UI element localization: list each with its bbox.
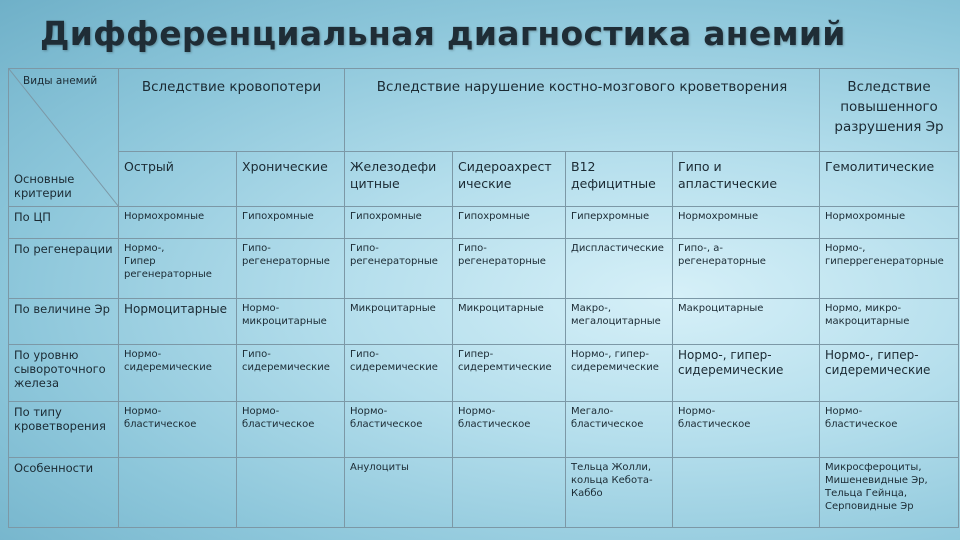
page-title: Дифференциальная диагностика анемий [40, 14, 846, 53]
table-cell: Нормо-, гипер- сидеремические [566, 345, 673, 402]
anemia-table [8, 68, 959, 528]
table-cell: Нормо- бластическое [673, 402, 820, 458]
table-cell: Микроцитарные [345, 299, 453, 345]
table-cell: Нормоцитарные [119, 299, 237, 345]
table-cell: Микроцитарные [453, 299, 566, 345]
table-cell [119, 458, 237, 528]
table-cell: Нормо- бластическое [237, 402, 345, 458]
table-cell: Нормо- микроцитарные [237, 299, 345, 345]
table-cell: Макро-, мегалоцитарные [566, 299, 673, 345]
table-cell: Нормо- бластическое [345, 402, 453, 458]
table-row [9, 345, 959, 402]
table-cell: Нормохромные [820, 207, 959, 239]
table-cell: Гипохромные [453, 207, 566, 239]
table-cell: Анулоциты [345, 458, 453, 528]
subheader-cell: B12 дефицитные [566, 152, 673, 207]
group-blood-loss: Вследствие кровопотери [119, 69, 345, 152]
subheader-cell: Гемолитические [820, 152, 959, 207]
table-cell: Нормо-, гипер- сидеремические [673, 345, 820, 402]
row-label: По уровню сывороточного железа [9, 345, 119, 402]
group-header-row [9, 69, 959, 152]
table-cell [673, 458, 820, 528]
table-cell: Мегало- бластическое [566, 402, 673, 458]
table-row [9, 239, 959, 299]
table-cell: Нормо- бластическое [820, 402, 959, 458]
corner-cell [9, 69, 119, 207]
table-cell: Гипо- регенераторные [453, 239, 566, 299]
table-cell: Диспластические [566, 239, 673, 299]
table-row [9, 402, 959, 458]
subheader-cell: Железодефи цитные [345, 152, 453, 207]
subheader-cell: Гипо и апластические [673, 152, 820, 207]
table-cell: Нормо- сидеремические [119, 345, 237, 402]
table-cell: Гипо- сидеремические [345, 345, 453, 402]
table-row [9, 458, 959, 528]
table-cell: Гипохромные [237, 207, 345, 239]
table-cell: Нормо-, гипер- сидеремические [820, 345, 959, 402]
subheader-row [9, 152, 959, 207]
table-row [9, 207, 959, 239]
row-label: По ЦП [9, 207, 119, 239]
corner-bottom-label: Основные критерии [14, 172, 75, 200]
table-cell: Нормохромные [119, 207, 237, 239]
table-cell: Нормо- бластическое [119, 402, 237, 458]
table-cell: Нормо-, Гипер регенераторные [119, 239, 237, 299]
table-cell: Гипохромные [345, 207, 453, 239]
row-label: По регенерации [9, 239, 119, 299]
table-cell: Макроцитарные [673, 299, 820, 345]
table-cell: Гипо- сидеремические [237, 345, 345, 402]
table-cell [237, 458, 345, 528]
table-cell [453, 458, 566, 528]
table-cell: Гипо-, а- регенераторные [673, 239, 820, 299]
group-destruction: Вследствие повышенного разрушения Эр [820, 69, 959, 152]
table-cell: Нормо-, гиперрегенераторные [820, 239, 959, 299]
table-cell: Гипо- регенераторные [237, 239, 345, 299]
table-cell: Гиперхромные [566, 207, 673, 239]
table-cell: Нормо, микро- макроцитарные [820, 299, 959, 345]
group-bone-marrow: Вследствие нарушение костно-мозгового кроветворения [345, 69, 820, 152]
subheader-cell: Хронические [237, 152, 345, 207]
table-cell: Нормо- бластическое [453, 402, 566, 458]
table-cell: Гипо- регенераторные [345, 239, 453, 299]
table-row [9, 299, 959, 345]
row-label: По типу кроветворения [9, 402, 119, 458]
table-cell: Микросфероциты, Мишеневидные Эр, Тельца Гейнца, Серповидные Эр [820, 458, 959, 528]
corner-top-label: Виды анемий [23, 75, 98, 87]
row-label: Особенности [9, 458, 119, 528]
table-cell: Гипер- сидеремтические [453, 345, 566, 402]
subheader-cell: Острый [119, 152, 237, 207]
table-cell: Тельца Жолли, кольца Кебота- Каббо [566, 458, 673, 528]
row-label: По величине Эр [9, 299, 119, 345]
subheader-cell: Сидероахрест ические [453, 152, 566, 207]
table-cell: Нормохромные [673, 207, 820, 239]
